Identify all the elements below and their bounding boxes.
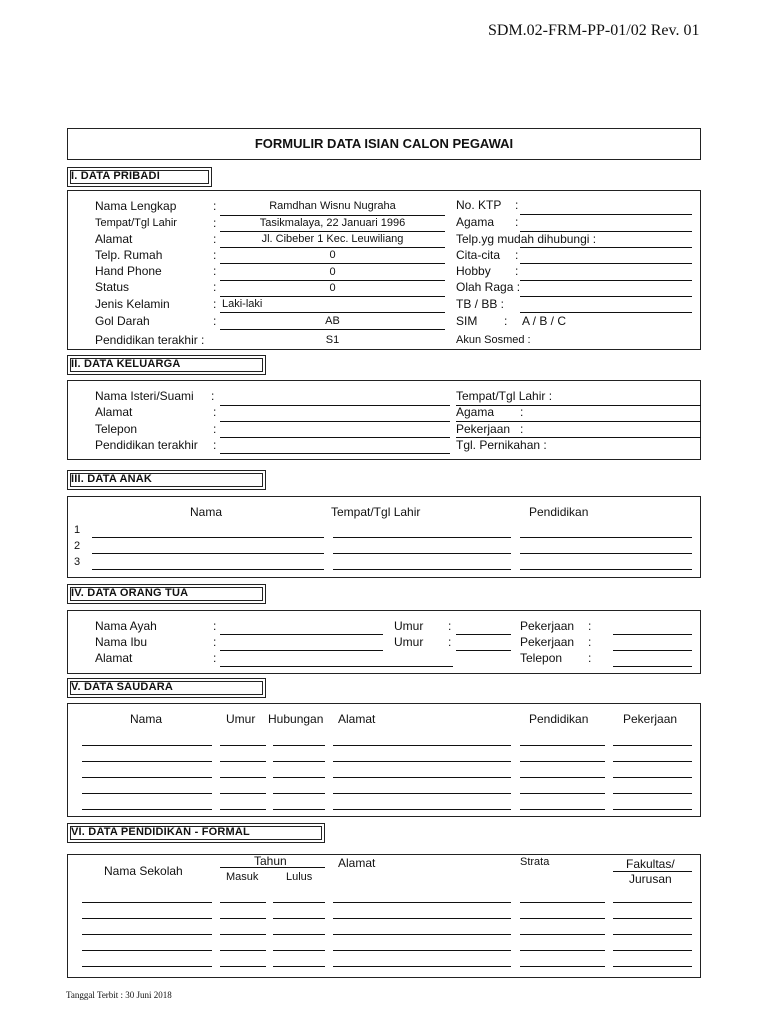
section-data-pribadi	[67, 190, 701, 350]
label-alamat-keluarga: Alamat	[95, 405, 133, 419]
label-alamat: Alamat	[95, 232, 133, 246]
label-telepon-keluarga: Telepon	[95, 422, 138, 436]
col-alamat-sekolah: Alamat	[338, 856, 376, 870]
label-alamat-orang-tua: Alamat	[95, 651, 133, 665]
colon: :	[213, 422, 217, 436]
col-pekerjaan-saudara: Pekerjaan	[623, 712, 678, 726]
row-number: 2	[74, 540, 81, 552]
col-nama-saudara: Nama	[130, 712, 163, 726]
label-pekerjaan-ibu: Pekerjaan	[520, 635, 575, 649]
col-lulus: Lulus	[286, 871, 313, 883]
row-number: 1	[74, 524, 81, 536]
col-jurusan: Jurusan	[629, 872, 672, 886]
value-hand-phone[interactable]: 0	[329, 266, 336, 278]
label-olah-raga: Olah Raga :	[456, 280, 521, 294]
colon: :	[213, 297, 217, 311]
colon: :	[515, 264, 519, 278]
label-telepon-orang-tua: Telepon	[520, 651, 563, 665]
label-pendidikan-keluarga: Pendidikan terakhir	[95, 438, 198, 452]
label-no-ktp: No. KTP	[456, 198, 502, 212]
colon: :	[213, 264, 217, 278]
col-nama-anak: Nama	[190, 505, 223, 519]
colon: :	[213, 619, 217, 633]
section-data-anak-header: III. DATA ANAK	[67, 470, 266, 490]
label-tempat-tgl-lahir-pasangan: Tempat/Tgl Lahir :	[456, 389, 553, 403]
section-data-pribadi-header: I. DATA PRIBADI	[67, 167, 212, 187]
colon: :	[588, 619, 592, 633]
section-data-saudara	[67, 703, 701, 817]
colon: :	[520, 422, 524, 436]
col-pendidikan-saudara: Pendidikan	[529, 712, 589, 726]
form-title-box	[67, 128, 701, 160]
colon: :	[213, 216, 217, 230]
col-masuk: Masuk	[226, 871, 259, 883]
section-data-orang-tua-header: IV. DATA ORANG TUA	[67, 584, 266, 604]
colon: :	[213, 248, 217, 262]
colon: :	[448, 619, 452, 633]
label-tgl-pernikahan: Tgl. Pernikahan :	[456, 438, 547, 452]
colon: :	[515, 248, 519, 262]
section-data-anak	[67, 496, 701, 578]
colon: :	[448, 635, 452, 649]
label-agama: Agama	[456, 215, 495, 229]
colon: :	[213, 405, 217, 419]
colon: :	[213, 280, 217, 294]
col-hubungan-saudara: Hubungan	[268, 712, 324, 726]
section-data-pendidikan	[67, 854, 701, 978]
label-nama-ayah: Nama Ayah	[95, 619, 157, 633]
colon: :	[213, 651, 217, 665]
label-status: Status	[95, 280, 130, 294]
colon: :	[213, 232, 217, 246]
label-nama-lengkap: Nama Lengkap	[95, 199, 177, 213]
label-akun-sosmed: Akun Sosmed :	[456, 334, 531, 346]
colon: :	[515, 198, 519, 212]
colon: :	[520, 405, 524, 419]
label-tempat-tgl-lahir: Tempat/Tgl Lahir	[95, 217, 177, 229]
col-strata: Strata	[520, 856, 550, 868]
section-data-keluarga-header: II. DATA KELUARGA	[67, 355, 266, 375]
col-pendidikan-anak: Pendidikan	[529, 505, 589, 519]
value-jenis-kelamin[interactable]: Laki-laki	[222, 298, 263, 310]
col-nama-sekolah: Nama Sekolah	[104, 864, 183, 878]
value-gol-darah[interactable]: AB	[325, 315, 340, 327]
colon: :	[213, 635, 217, 649]
section-data-orang-tua	[67, 610, 701, 674]
col-fakultas: Fakultas/	[626, 857, 675, 871]
label-pekerjaan-ayah: Pekerjaan	[520, 619, 575, 633]
label-hand-phone: Hand Phone	[95, 264, 162, 278]
colon: :	[504, 314, 508, 328]
label-gol-darah: Gol Darah	[95, 314, 150, 328]
form-title: FORMULIR DATA ISIAN CALON PEGAWAI	[254, 136, 514, 151]
colon: :	[213, 438, 217, 452]
colon: :	[588, 635, 592, 649]
label-tb-bb: TB / BB :	[456, 297, 505, 311]
label-hobby: Hobby	[456, 264, 491, 278]
label-umur-ayah: Umur	[394, 619, 424, 633]
label-pendidikan-terakhir: Pendidikan terakhir :	[95, 333, 205, 347]
colon: :	[588, 651, 592, 665]
value-status[interactable]: 0	[329, 282, 336, 294]
value-alamat[interactable]: Jl. Cibeber 1 Kec. Leuwiliang	[261, 233, 404, 245]
col-umur-saudara: Umur	[226, 712, 256, 726]
col-ttl-anak: Tempat/Tgl Lahir	[331, 505, 421, 519]
label-telp-rumah: Telp. Rumah	[95, 248, 163, 262]
section-data-keluarga	[67, 380, 701, 460]
value-telp-rumah[interactable]: 0	[329, 249, 336, 261]
section-data-pendidikan-header: VI. DATA PENDIDIKAN - FORMAL	[67, 823, 325, 843]
colon: :	[213, 199, 217, 213]
section-data-saudara-header: V. DATA SAUDARA	[67, 678, 266, 698]
label-nama-ibu: Nama Ibu	[95, 635, 148, 649]
label-telp-mudah-dihubungi: Telp.yg mudah dihubungi :	[456, 232, 597, 246]
document-code: SDM.02-FRM-PP-01/02 Rev. 01	[488, 22, 700, 39]
label-sim: SIM	[456, 314, 478, 328]
label-agama-pasangan: Agama	[456, 405, 495, 419]
colon: :	[211, 389, 215, 403]
label-umur-ibu: Umur	[394, 635, 424, 649]
label-nama-isteri-suami: Nama Isteri/Suami	[95, 389, 194, 403]
label-cita-cita: Cita-cita	[456, 248, 501, 262]
value-pendidikan-terakhir[interactable]: S1	[325, 334, 340, 346]
value-tempat-tgl-lahir[interactable]: Tasikmalaya, 22 Januari 1996	[259, 217, 406, 229]
row-number: 3	[74, 556, 81, 568]
col-tahun: Tahun	[254, 854, 287, 868]
col-alamat-saudara: Alamat	[338, 712, 376, 726]
label-jenis-kelamin: Jenis Kelamin	[95, 297, 170, 311]
sim-options[interactable]: A / B / C	[522, 314, 567, 328]
label-pekerjaan-pasangan: Pekerjaan	[456, 422, 511, 436]
value-nama-lengkap[interactable]: Ramdhan Wisnu Nugraha	[269, 200, 396, 212]
colon: :	[213, 314, 217, 328]
colon: :	[515, 215, 519, 229]
footer-tanggal-terbit: Tanggal Terbit : 30 Juni 2018	[66, 990, 172, 1000]
